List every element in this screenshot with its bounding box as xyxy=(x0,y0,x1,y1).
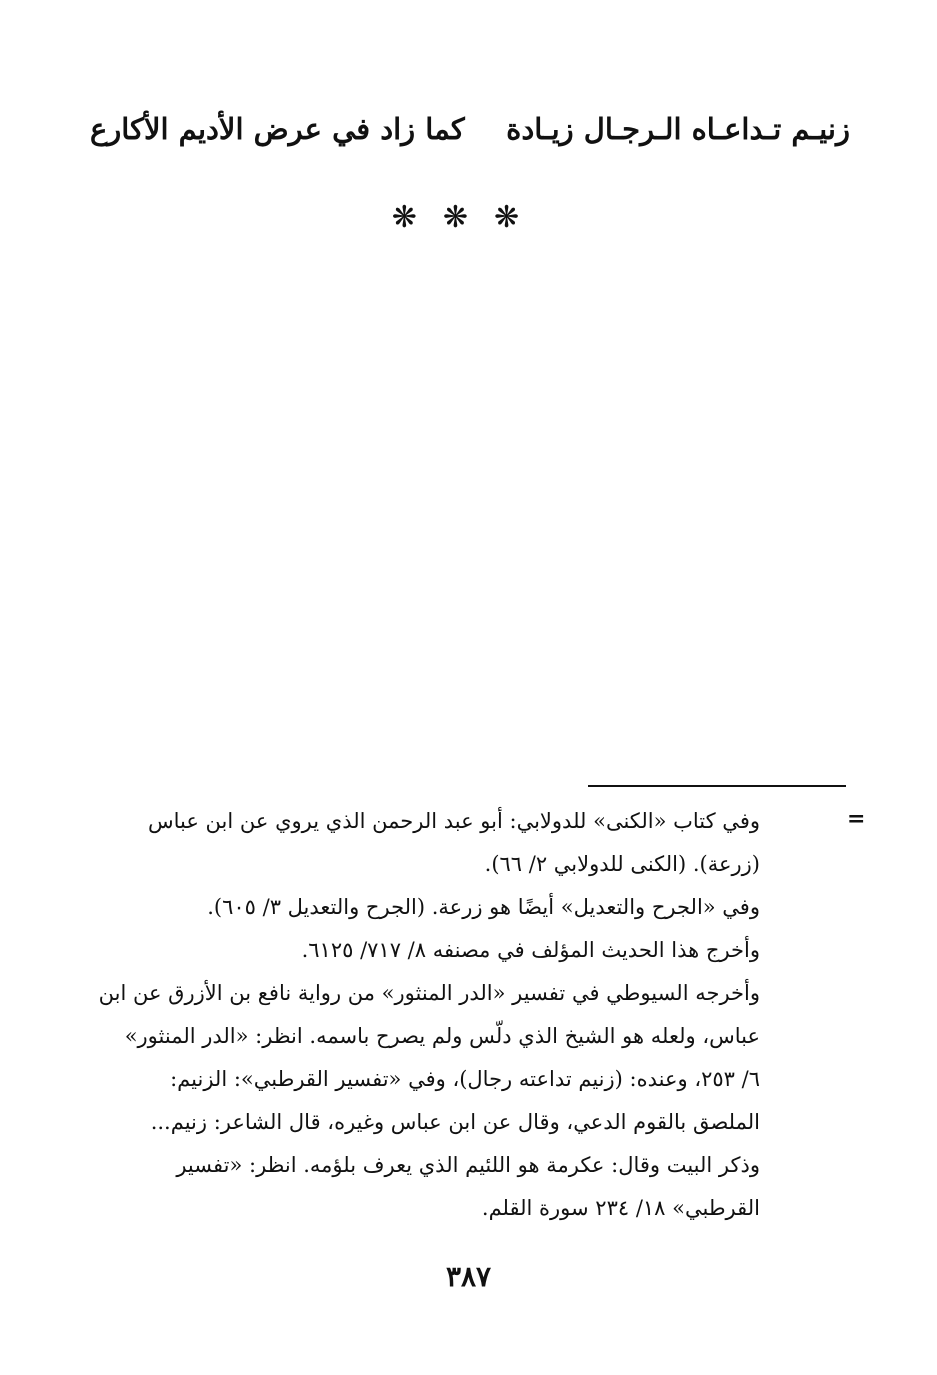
footnote-separator-rule xyxy=(588,785,846,787)
footnote-block xyxy=(100,800,760,1230)
footnote-line: الملصق بالقوم الدعي، وقال عن ابن عباس وغيره، قال الشاعر: زنيم... xyxy=(150,1110,760,1134)
footnote-line: عباس، ولعله هو الشيخ الذي دلّس ولم يصرح باسمه. انظر: «الدر المنثور» xyxy=(124,1024,760,1048)
footnote-line: القرطبي» ١٨/ ٢٣٤ سورة القلم. xyxy=(481,1196,760,1220)
verse-second-hemistich: كما زاد في عرض الأديم الأكارع xyxy=(90,112,465,146)
footnote-line: (زرعة). (الكنى للدولابي ٢/ ٦٦). xyxy=(484,852,760,876)
footnote-line: ٦/ ٢٥٣، وعنده: (زنيم تداعته رجال)، وفي «تفسير القرطبي»: الزنيم: xyxy=(170,1067,760,1091)
footnote-line: وذكر البيت وقال: عكرمة هو اللئيم الذي يعرف بلؤمه. انظر: «تفسير xyxy=(176,1153,760,1177)
footnote-continuation-mark: = xyxy=(847,806,866,832)
footnote-line: وفي «الجرح والتعديل» أيضًا هو زرعة. (الجرح والتعديل ٣/ ٦٠٥). xyxy=(207,895,760,919)
page-number: ٣٨٧ xyxy=(445,1260,492,1293)
footnote-line: وفي كتاب «الكنى» للدولابي: أبو عبد الرحمن الذي يروي عن ابن عباس xyxy=(147,809,760,833)
verse-first-hemistich: زنيـم تـداعـاه الـرجـال زيـادة xyxy=(506,112,850,146)
footnote-line: وأخرجه السيوطي في تفسير «الدر المنثور» من رواية نافع بن الأزرق عن ابن xyxy=(98,981,760,1005)
footnote-line: وأخرج هذا الحديث المؤلف في مصنفه ٨/ ٧١٧/ ٦١٢٥. xyxy=(301,938,760,962)
section-ornament: ❋❋❋ xyxy=(391,200,546,235)
poetry-verse xyxy=(90,112,850,162)
